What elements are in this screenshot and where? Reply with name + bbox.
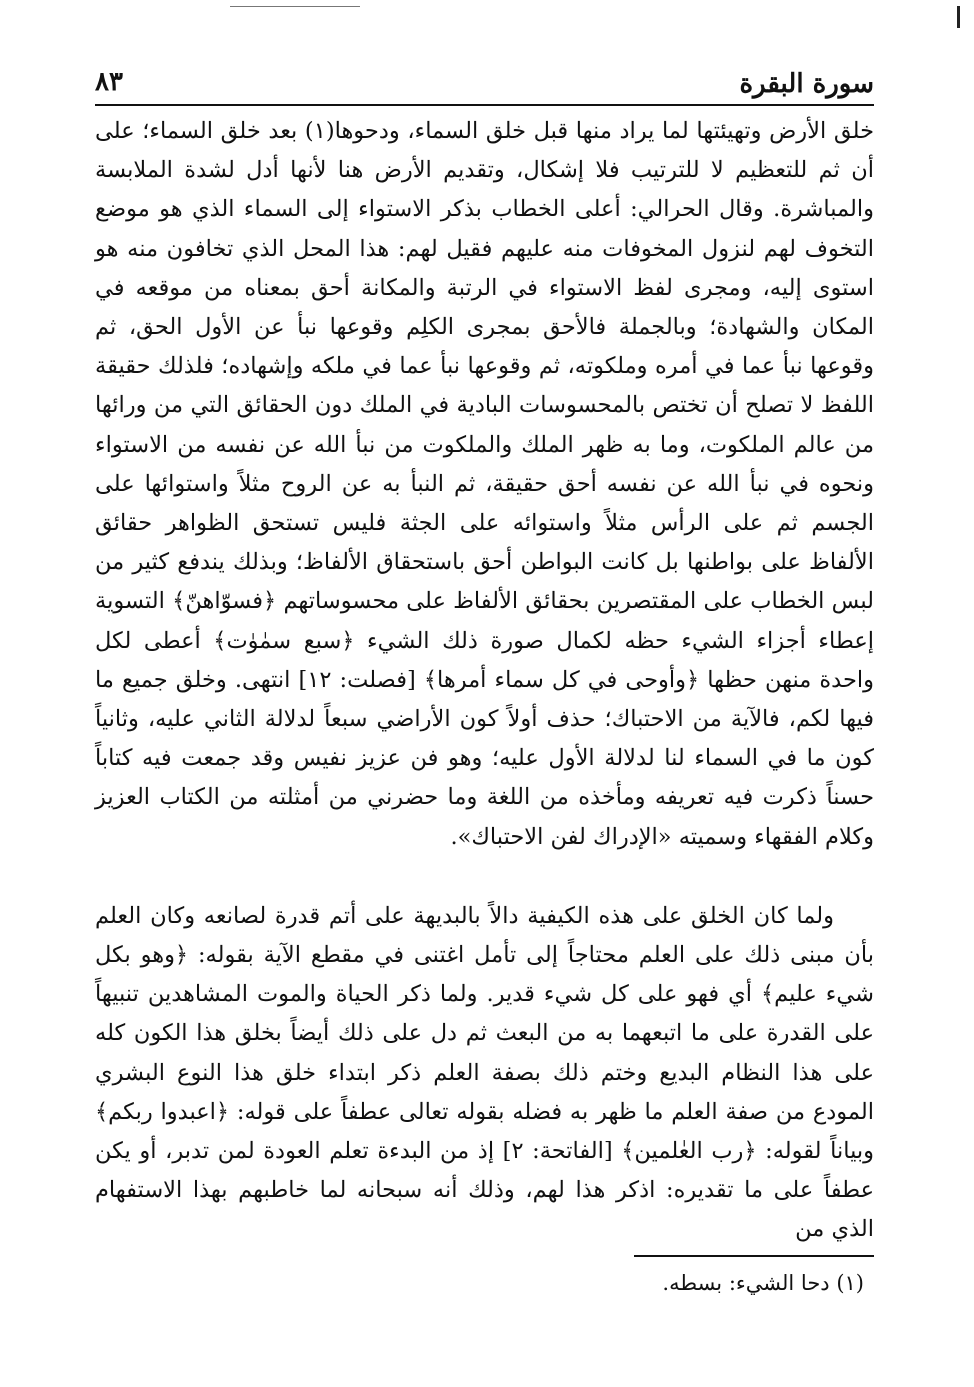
footnote-rule xyxy=(634,1255,874,1257)
running-header xyxy=(95,65,874,105)
footnote: (١) دحا الشيء: بسطه. xyxy=(662,1271,864,1295)
header-rule xyxy=(95,104,874,106)
paragraph-1: خلق الأرض وتهيئتها لما يراد منها قبل خلق السماء، ودحوها(١) بعد خلق السماء؛ على أن ثم للتعظيم لا للترتيب فلا إشكال، وتقديم الأرض هنا لأنها أدل لشدة الملابسة والمباشرة. وقال الحرالي: أعلى الخطاب بذكر الاستواء إلى السماء الذي هو موضع التخوف لهم لنزول المخوفات منه عليهم فقيل لهم: هذا المحل الذي تخافون منه هو استوى إليه، ومجرى لفظ الاستواء في الرتبة والمكانة أحق بمعناه من موقعه في المكان والشهادة؛ وبالجملة فالأحق بمجرى الكلِم وقوعها نبأ عن الأول الحق، ثم وقوعها نبأ عما في أمره وملكوته، ثم وقوعها نبأ عما في ملكه وإشهاده؛ فلذلك حقيقة اللفظ لا تصلح أن تختص بالمحسوسات البادية في الملك دون الحقائق التي من ورائها من عالم الملكوت، وما به ظهر الملك والملكوت من نبأ الله عن نفسه من الاستواء ونحوه في نبأ الله عن نفسه أحق حقيقة، ثم النبأ به عن الروح مثلاً واستوائها على الجسم ثم على الرأس مثلاً واستوائه على الجثة فليس تستحق الظواهر حقائق الألفاظ على بواطنها بل كانت البواطن أحق باستحقاق الألفاظ؛ وبذلك يندفع كثير من لبس الخطاب على المقتصرين بحقائق الألفاظ على محسوساتهم ﴿فسوّاهنّ﴾ التسوية إعطاء أجزاء الشيء حظه لكمال صورة ذلك الشيء ﴿سبع سمٰوٰت﴾ أعطى لكل واحدة منهن حظها ﴿وأوحى في كل سماء أمرها﴾ [فصلت: ١٢] انتهى. وخلق جميع ما فيها لكم، فالآية من الاحتباك؛ حذف أولاً كون الأراضي سبعاً لدلالة الثاني عليه، وثانياً كون ما في السماء لنا لدلالة الأول عليه؛ وهو فن عزيز نفيس وقد جمعت فيه كتاباً حسناً ذكرت فيه تعريفه ومأخذه من اللغة وما حضرني من أمثلته من الكتاب العزيز وكلام الفقهاء وسميته «الإدراك لفن الاحتباك». xyxy=(95,118,874,850)
page-top-rule xyxy=(230,6,360,7)
surah-title: سورة البقرة xyxy=(739,69,874,99)
page-number: ٨٣ xyxy=(95,67,123,97)
main-text xyxy=(95,112,874,1250)
page-edge-mark xyxy=(957,6,960,28)
paragraph-2: ولما كان الخلق على هذه الكيفية دالاً بالبديهة على أتم قدرة لصانعه وكان العلم بأن مبنى ذلك على العلم محتاجاً إلى تأمل اغتنى في مقطع الآية بقوله: ﴿وهو بكل شيء عليم﴾ أي فهو على كل شيء قدير. ولما ذكر الحياة والموت المشاهدين تنبيهاً على القدرة على ما اتبعهما به من البعث ثم دل على ذلك أيضاً بخلق هذا الكون كله على هذا النظام البديع وختم ذلك بصفة العلم ذكر ابتداء خلق هذا النوع البشري المودع من صفة العلم ما ظهر به فضله بقوله تعالى عطفاً على قوله: ﴿اعبدوا ربكم﴾ وبياناً لقوله: ﴿رب العٰلمين﴾ [الفاتحة: ٢] إذ من البدءة تعلم العودة لمن تدبر، أو يكن عطفاً على ما تقديره: اذكر هذا لهم، وذلك أنه سبحانه لما خاطبهم بهذا الاستفهام الذي من xyxy=(95,902,875,1243)
